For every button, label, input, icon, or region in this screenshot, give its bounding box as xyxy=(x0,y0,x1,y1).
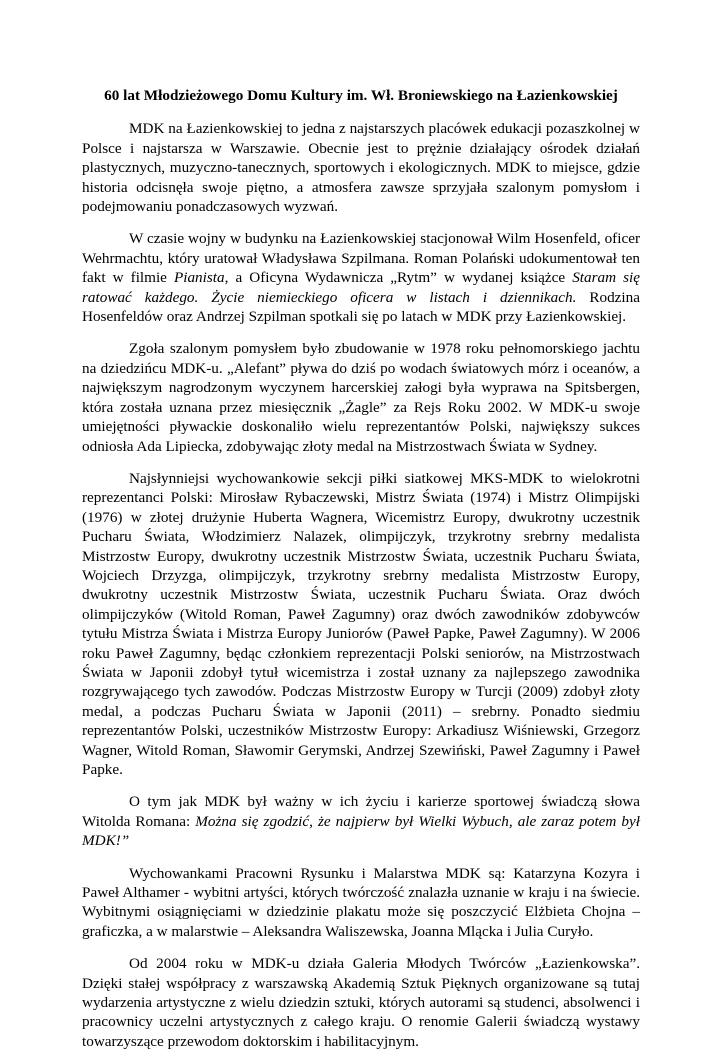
paragraph xyxy=(82,339,640,455)
paragraph xyxy=(82,864,640,942)
text-run: W czasie wojny w budynku na Łazienkowskiej stacjonował Wilm Hosenfeld, oficer Wehrmachtu, który uratował Władysława Szpilmana. Roman Polański udokumentował ten fakt w filmie xyxy=(82,230,640,287)
paragraph xyxy=(82,229,640,326)
italic-text-run: Staram się ratować każdego. Życie niemieckiego oficera w listach i dziennikach. xyxy=(82,269,640,306)
text-run: MDK na Łazienkowskiej to jedna z najstarszych placówek edukacji pozaszkolnej w Polsce i najstarsza w Warszawie. Obecnie jest to prężnie działający ośrodek działań plastycznych, muzyczno-tanecznych, sportowych i ekologicznych. MDK to miejsce, gdzie historia odcisnęła swoje piętno, a atmosfera zawsze sprzyjała szalonym pomysłom i podejmowaniu ponadczasowych wyzwań. xyxy=(82,120,640,216)
text-run: Najsłynniejsi wychowankowie sekcji piłki siatkowej MKS-MDK to wielokrotni reprezentanci Polski: Mirosław Rybaczewski, Mistrz Świata (1974) i Mistrz Olimpijski (1976) w złotej drużynie Huberta Wagnera, Wicemistrz Europy, dwukrotny uczestnik Pucharu Świata, Włodzimierz Nalazek, olimpijczyk, trzykrotny srebrny medalista Mistrzostw Europy, dwukrotny uczestnik Mistrzostw Świata, uczestnik Pucharu Świata, Wojciech Drzyzga, olimpijczyk, trzykrotny srebrny medalista Mistrzostw Europy, dwukrotny uczestnik Mistrzostw Świata, uczestnik Pucharu Świata. Oraz dwóch olimpijczyków (Witold Roman, Paweł Zagumny) oraz dwóch zawodników zdobywców tytułu Mistrza Świata i Mistrza Europy Juniorów (Paweł Papke, Paweł Zagumny). W 2006 roku Paweł Zagumny, będąc członkiem reprezentacji Polski seniorów, na Mistrzostwach Świata w Japonii zdobył tytuł wicemistrza i został uznany za najlepszego zawodnika rozgrywającego tych zawodów. Podczas Mistrzostw Europy w Turcji (2009) zdobył złoty medal, a podczas Pucharu Świata w Japonii (2011) – srebrny. Ponadto siedmiu reprezentantów Polski, uczestników Mistrzostw Europy: Arkadiusz Wiśniewski, Grzegorz Wagner, Witold Roman, Sławomir Gerymski, Andrzej Szewiński, Paweł Zagumny i Paweł Papke. xyxy=(82,469,640,778)
text-run: , a Oficyna Wydawnicza „Rytm” w wydanej książce xyxy=(224,269,573,287)
text-run: O tym jak MDK był ważny w ich życiu i karierze sportowej świadczą słowa Witolda Romana: xyxy=(82,793,640,830)
text-run: Rodzina Hosenfeldów oraz Andrzej Szpilman spotkali się po latach w MDK przy Łazienkowskiej. xyxy=(82,288,640,326)
italic-text-run: Można się zgodzić, że najpierw był Wielki Wybuch, ale zaraz potem był MDK!” xyxy=(82,812,640,850)
paragraph xyxy=(82,954,640,1051)
document-title: 60 lat Młodzieżowego Domu Kultury im. Wł. Broniewskiego na Łazienkowskiej xyxy=(104,87,618,104)
paragraph xyxy=(82,119,640,216)
italic-text-run: Pianista xyxy=(173,269,225,287)
paragraph xyxy=(82,469,640,780)
text-run: Zgoła szalonym pomysłem było zbudowanie w 1978 roku pełnomorskiego jachtu na dziedzińcu MDK-u. „Alefant” pływa do dziś po wodach światowych mórz i oceanów, a największym nagrodzonym wyczynem harcerskiej załogi była wyprawa na Spitsbergen, która została uznana przez miesięcznik „Żagle” za Rejs Roku 2002. W MDK-u swoje umiejętności pływackie doskonaliło wielu reprezentantów Polski, największy sukces odniosła Ada Lipiecka, zdobywając złoty medal na Mistrzostwach Świata w Sydney. xyxy=(82,340,640,455)
document-page xyxy=(82,86,640,1064)
text-run: Od 2004 roku w MDK-u działa Galeria Młodych Twórców „Łazienkowska”. Dzięki stałej współpracy z warszawską Akademią Sztuk Pięknych organizowane są tutaj wydarzenia artystyczne z wielu dziedzin sztuki, których autorami są studenci, absolwenci i pracownicy uczelni artystycznych z całego kraju. O renomie Galerii świadczą wystawy towarzyszące przewodom doktorskim i habilitacyjnym. xyxy=(82,955,640,1050)
paragraph xyxy=(82,792,640,850)
text-run: Wychowankami Pracowni Rysunku i Malarstwa MDK są: Katarzyna Kozyra i Paweł Althamer - wybitni artyści, których twórczość znalazła uznanie w kraju i na świecie. Wybitnymi osiągnięciami w dziedzinie plakatu może się poszczycić Elżbieta Chojna – graficzka, a w malarstwie – Aleksandra Waliszewska, Joanna Mlącka i Julia Curyło. xyxy=(82,864,640,940)
